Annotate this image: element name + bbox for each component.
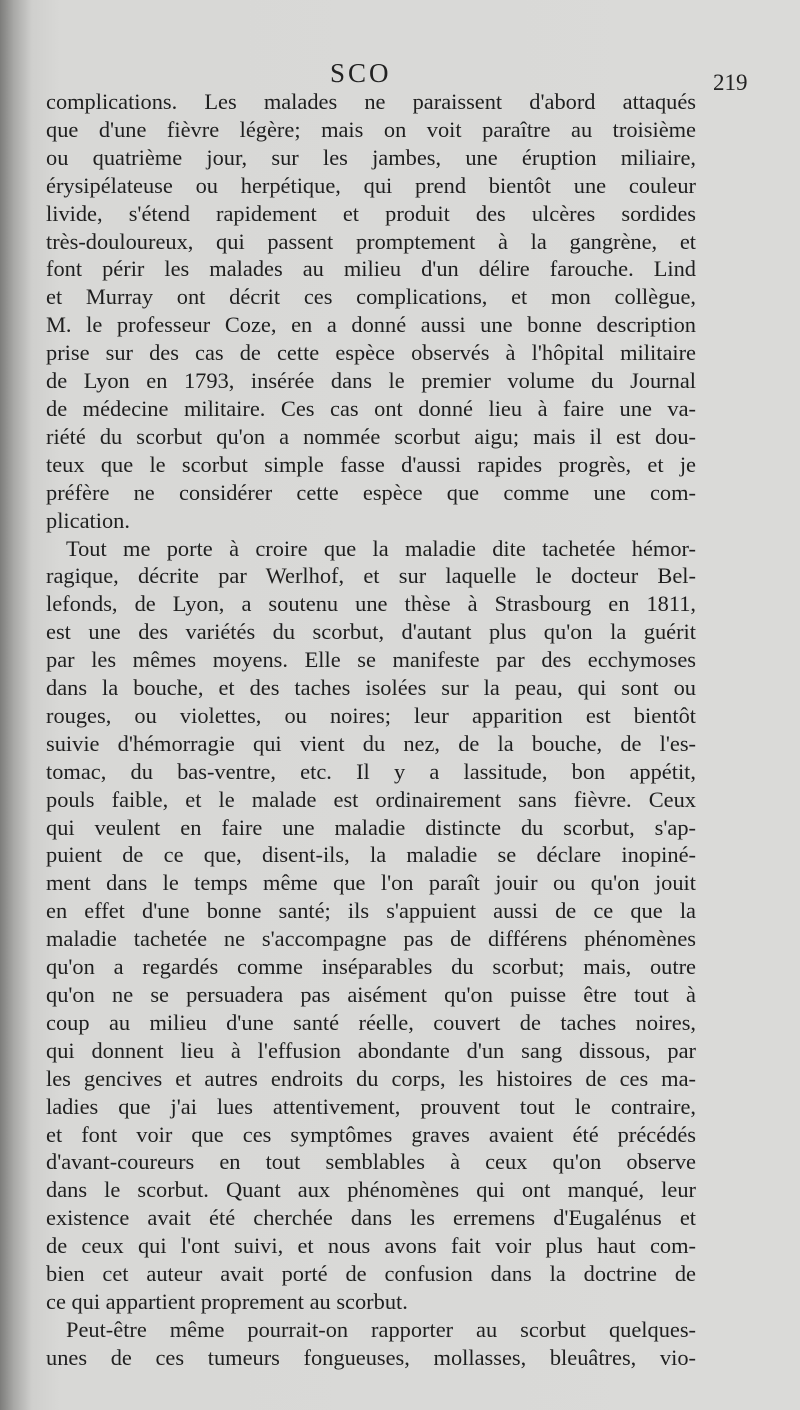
text-line: dans la bouche, et des taches isolées sur la peau, qui sont ou (46, 675, 696, 701)
text-line: que d'une fièvre légère; mais on voit paraître au troisième (46, 116, 696, 142)
text-line: préfère ne considérer cette espèce que comme une com- (46, 479, 696, 505)
text-line: Tout me porte à croire que la maladie dite tachetée hémor- (66, 535, 696, 561)
text-line: est une des variétés du scorbut, d'autant plus qu'on la guérit (46, 619, 696, 645)
page-number: 219 (713, 70, 748, 95)
text-line: érysipélateuse ou herpétique, qui prend bientôt une couleur (46, 172, 696, 198)
running-head: SCO (330, 58, 392, 88)
text-line: plication. (46, 507, 130, 533)
text-line: très-douloureux, qui passent promptement à la gangrène, et (46, 228, 696, 254)
text-line: Peut-être même pourrait-on rapporter au scorbut quelques- (66, 1316, 696, 1342)
text-line: existence avait été cherchée dans les erremens d'Eugalénus et (46, 1205, 696, 1231)
text-line: complications. Les malades ne paraissent d'abord attaqués (46, 89, 696, 114)
text-line: les gencives et autres endroits du corps, les histoires de ces ma- (46, 1065, 696, 1091)
text-line: tomac, du bas-ventre, etc. Il y a lassitude, bon appétit, (46, 758, 696, 784)
text-line: qu'on a regardés comme inséparables du scorbut; mais, outre (46, 954, 696, 980)
text-line: ladies que j'ai lues attentivement, prouvent tout le contraire, (46, 1093, 696, 1119)
text-line: qui veulent en faire une maladie distincte du scorbut, s'ap- (46, 814, 696, 840)
text-line: de médecine militaire. Ces cas ont donné lieu à faire une va- (46, 395, 696, 421)
text-line: ce qui appartient proprement au scorbut. (46, 1288, 408, 1314)
text-line: puient de ce que, disent-ils, la maladie se déclare inopiné- (46, 842, 696, 868)
text-line: bien cet auteur avait porté de confusion dans la doctrine de (46, 1261, 696, 1287)
text-line: suivie d'hémorragie qui vient du nez, de la bouche, de l'es- (46, 730, 696, 756)
text-line: M. le professeur Coze, en a donné aussi une bonne description (46, 312, 696, 338)
text-line: dans le scorbut. Quant aux phénomènes qui ont manqué, leur (46, 1177, 696, 1203)
text-line: de ceux qui l'ont suivi, et nous avons fait voir plus haut com- (46, 1233, 696, 1259)
text-line: livide, s'étend rapidement et produit des ulcères sordides (46, 200, 696, 226)
text-line: qui donnent lieu à l'effusion abondante d'un sang dissous, par (46, 1037, 696, 1063)
text-line: unes de ces tumeurs fongueuses, mollasses, bleuâtres, vio- (46, 1344, 696, 1370)
text-line: ou quatrième jour, sur les jambes, une éruption miliaire, (46, 144, 696, 170)
text-line: en effet d'une bonne santé; ils s'appuient aussi de ce que la (46, 898, 696, 924)
text-line: riété du scorbut qu'on a nommée scorbut aigu; mais il est dou- (46, 423, 696, 449)
text-line: ragique, décrite par Werlhof, et sur laquelle le docteur Bel- (46, 563, 696, 589)
body-text (46, 88, 696, 1372)
text-line: prise sur des cas de cette espèce observés à l'hôpital militaire (46, 340, 696, 366)
text-line: pouls faible, et le malade est ordinairement sans fièvre. Ceux (46, 786, 696, 812)
text-line: de Lyon en 1793, insérée dans le premier volume du Journal (46, 368, 696, 394)
text-line: font périr les malades au milieu d'un délire farouche. Lind (46, 256, 696, 282)
text-line: par les mêmes moyens. Elle se manifeste par des ecchymoses (46, 647, 696, 673)
text-line: coup au milieu d'une santé réelle, couvert de taches noires, (46, 1009, 696, 1035)
text-line: lefonds, de Lyon, a soutenu une thèse à Strasbourg en 1811, (46, 591, 696, 617)
text-line: rouges, ou violettes, ou noires; leur apparition est bientôt (46, 702, 696, 728)
text-line: ment dans le temps même que l'on paraît jouir ou qu'on jouit (46, 870, 696, 896)
text-line: teux que le scorbut simple fasse d'aussi rapides progrès, et je (46, 451, 696, 477)
text-line: maladie tachetée ne s'accompagne pas de différens phénomènes (46, 926, 696, 952)
text-line: d'avant-coureurs en tout semblables à ceux qu'on observe (46, 1149, 696, 1175)
text-line: et Murray ont décrit ces complications, et mon collègue, (46, 284, 696, 310)
text-line: qu'on ne se persuadera pas aisément qu'on puisse être tout à (46, 982, 696, 1007)
text-line: et font voir que ces symptômes graves avaient été précédés (46, 1121, 696, 1147)
